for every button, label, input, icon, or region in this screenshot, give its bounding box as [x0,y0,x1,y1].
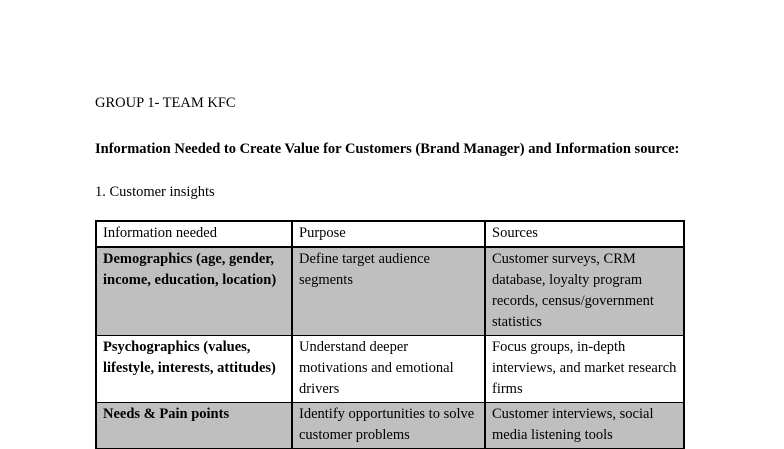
info-cell: Demographics (age, gender, income, education, location) [96,247,292,336]
header-purpose: Purpose [292,221,485,247]
purpose-cell: Understand deeper motivations and emotional drivers [292,336,485,403]
table-row [96,336,684,403]
purpose-cell: Identify opportunities to solve customer problems [292,403,485,449]
purpose-cell: Define target audience segments [292,247,485,336]
table-header-row [96,221,684,247]
table-row [96,403,684,449]
section-heading: Information Needed to Create Value for Customers (Brand Manager) and Information source: [95,141,680,157]
header-sources: Sources [485,221,684,247]
customer-insights-table [95,220,685,449]
sources-cell: Focus groups, in-depth interviews, and market research firms [485,336,684,403]
sources-cell: Customer interviews, social media listening tools [485,403,684,449]
table-row [96,247,684,336]
info-cell: Psychographics (values, lifestyle, interests, attitudes) [96,336,292,403]
header-information-needed: Information needed [96,221,292,247]
subsection-title: 1. Customer insights [95,184,215,200]
sources-cell: Customer surveys, CRM database, loyalty program records, census/government statistics [485,247,684,336]
info-cell: Needs & Pain points [96,403,292,449]
group-title: GROUP 1- TEAM KFC [95,95,236,111]
